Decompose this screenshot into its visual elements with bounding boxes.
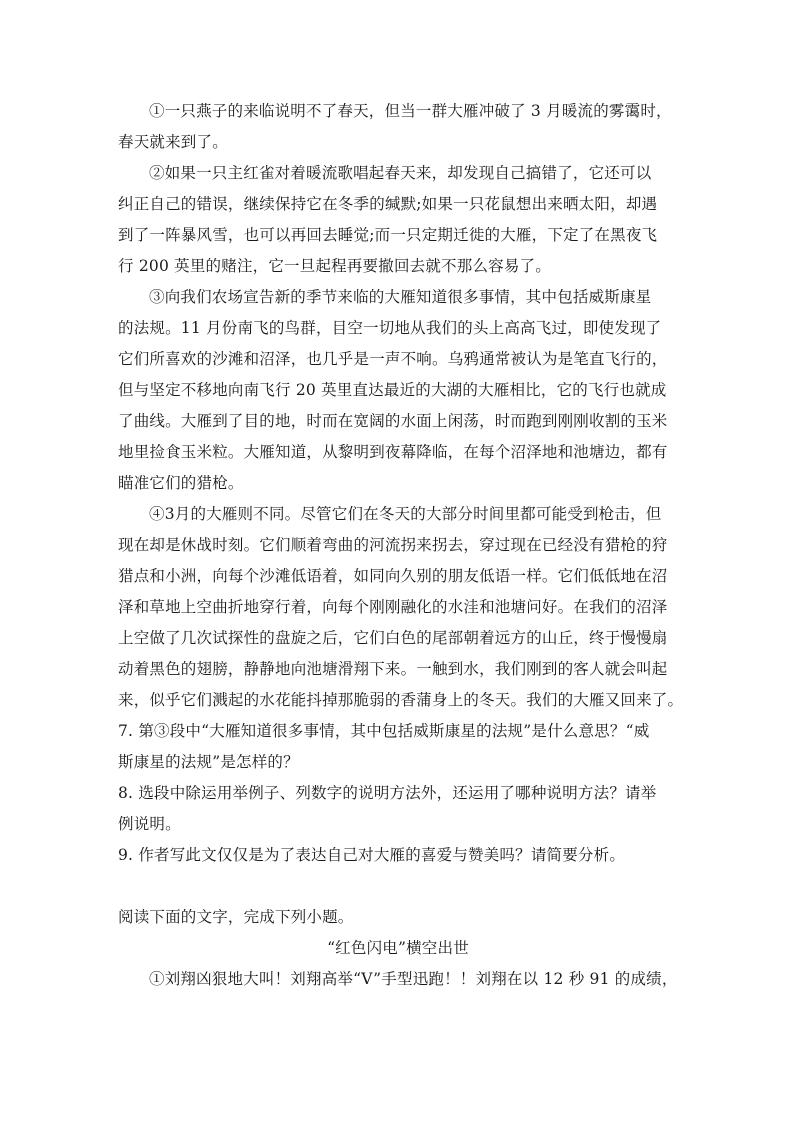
text-line: 它们所喜欢的沙滩和沼泽，也几乎是一声不响。乌鸦通常被认为是笔直飞行的， [118,350,668,368]
question-8-continued: 例说明。 [118,815,181,833]
paragraph-3 [118,282,678,499]
text-line: 瞄准它们的猎枪。 [118,474,244,492]
text-line: 上空做了几次试探性的盘旋之后，它们白色的尾部朝着远方的山丘，终于慢慢扇 [118,629,668,647]
text-line: 泽和草地上空曲折地穿行着，向每个刚刚融化的水洼和池塘问好。在我们的沼泽 [118,598,668,616]
question-8: 8. 选段中除运用举例子、列数字的说明方法外，还运用了哪种说明方法？请举 [118,784,657,802]
text-line: ①一只燕子的来临说明不了春天，但当一群大雁冲破了 3 月暖流的雾霭时， [149,102,672,120]
text-line: 的法规。11 月份南飞的鸟群，目空一切地从我们的头上高高飞过，即使发现了 [118,319,662,337]
question-list [118,716,678,871]
paragraph-1 [118,96,678,158]
text-line: 猎点和小洲，向每个沙滩低语着，如同向久别的朋友低语一样。它们低低地在沼 [118,567,668,585]
section-spacer [118,871,678,902]
text-line: 纠正自己的错误，继续保持它在冬季的缄默;如果一只花鼠想出来晒太阳，却遇 [118,195,658,213]
text-line: ④3月的大雁则不同。尽管它们在冬天的大部分时间里都可能受到枪击，但 [149,505,662,523]
text-line: 行 200 英里的赌注，它一旦起程再要撤回去就不那么容易了。 [118,257,551,275]
question-9: 9. 作者写此文仅仅是为了表达自己对大雁的喜爱与赞美吗？请简要分析。 [118,846,626,864]
section-2 [118,902,678,995]
text-line: 到了一阵暴风雪，也可以再回去睡觉;而一只定期迁徙的大雁，下定了在黑夜飞 [118,226,658,244]
text-line: 现在却是休战时刻。它们顺着弯曲的河流拐来拐去，穿过现在已经没有猎枪的狩 [118,536,668,554]
paragraph-4 [118,499,684,716]
text-line: 地里捡食玉米粒。大雁知道，从黎明到夜幕降临，在每个沼泽地和池塘边，都有 [118,443,668,461]
text-line: ③向我们农场宣告新的季节来临的大雁知道很多事情，其中包括威斯康星 [149,288,652,306]
document-page [118,96,684,995]
text-line: 来，似乎它们溅起的水花能抖掉那脆弱的香蒲身上的冬天。我们的大雁又回来了。 [118,691,684,709]
text-line: ①刘翔凶狠地大叫！刘翔高举“V”手型迅跑！！刘翔在以 12 秒 91 的成绩， [149,970,678,988]
text-line: 了曲线。大雁到了目的地，时而在宽阔的水面上闲荡，时而跑到刚刚收割的玉米 [118,412,668,430]
article-title: “红色闪电”横空出世 [327,939,469,957]
text-line: ②如果一只主红雀对着暖流歌唱起春天来，却发现自己搞错了，它还可以 [149,164,652,182]
question-7-continued: 斯康星的法规”是怎样的？ [118,753,299,771]
section-instruction: 阅读下面的文字，完成下列小题。 [118,908,354,926]
text-line: 春天就来到了。 [118,133,228,151]
paragraph-2 [118,158,678,282]
question-7: 7. 第③段中“大雁知道很多事情，其中包括威斯康星的法规”是什么意思？“威 [118,722,650,740]
text-line: 动着黑色的翅膀，静静地向池塘滑翔下来。一触到水，我们刚到的客人就会叫起 [118,660,668,678]
text-line: 但与坚定不移地向南飞行 20 英里直达最近的大湖的大雁相比，它的飞行也就成 [118,381,667,399]
